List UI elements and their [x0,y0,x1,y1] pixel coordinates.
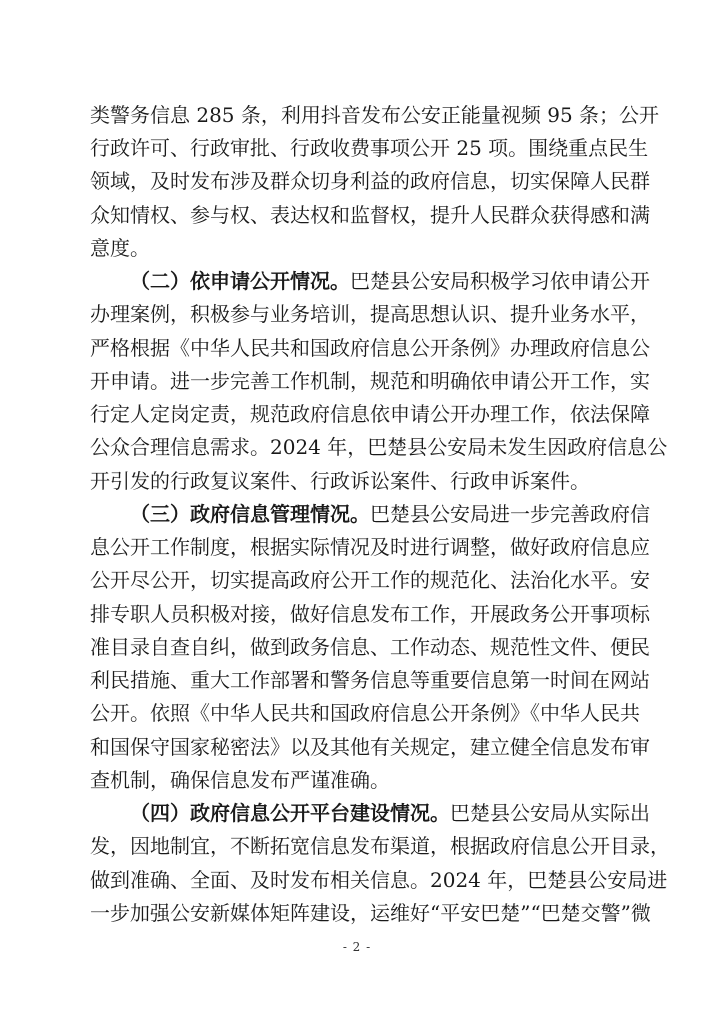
paragraph-3-line-7: 公开。依照《中华人民共和国政府信息公开条例》《中华人民共 [90,701,640,726]
paragraph-2-line-5: 行定人定岗定责，规范政府信息依申请公开办理工作，依法保障 [90,402,650,427]
paragraph-4-line-4: 一步加强公安新媒体矩阵建设，运维好“平安巴楚”“巴楚交警”微 [90,900,651,925]
paragraph-2-line-4: 开申请。进一步完善工作机制，规范和明确依申请公开工作，实 [90,368,650,393]
paragraph-3-line-9: 查机制，确保信息发布严谨准确。 [90,767,390,792]
paragraph-3-line-2: 息公开工作制度，根据实际情况及时进行调整，做好政府信息应 [90,535,650,560]
paragraph-3-line-4: 排专职人员积极对接，做好信息发布工作，开展政务公开事项标 [90,601,650,626]
paragraph-2-line-1-text: 巴楚县公安局积极学习依申请公开 [350,269,650,294]
section-heading-3: （三）政府信息管理情况。 [130,501,370,526]
paragraph-1-line-2: 行政许可、行政审批、行政收费事项公开 25 项。围绕重点民生 [90,136,649,161]
paragraph-3-line-5: 准目录自查自纠，做到政务信息、工作动态、规范性文件、便民 [90,634,650,659]
section-heading-2: （二）依申请公开情况。 [130,269,350,294]
section-heading-4: （四）政府信息公开平台建设情况。 [130,801,450,826]
paragraph-2-line-7: 开引发的行政复议案件、行政诉讼案件、行政申诉案件。 [90,468,590,493]
paragraph-1-line-4: 众知情权、参与权、表达权和监督权，提升人民群众获得感和满 [90,202,650,227]
paragraph-2-line-2: 办理案例，积极参与业务培训，提高思想认识、提升业务水平， [90,302,650,327]
paragraph-3-line-1-text: 巴楚县公安局进一步完善政府信 [370,501,650,526]
paragraph-4-line-1-text: 巴楚县公安局从实际出 [450,801,650,826]
paragraph-1-line-1: 类警务信息 285 条，利用抖音发布公安正能量视频 95 条；公开 [90,103,660,127]
page-number: - 2 - [342,940,372,954]
paragraph-1-line-5: 意度。 [90,235,150,260]
paragraph-1-line-3: 领域，及时发布涉及群众切身利益的政府信息，切实保障人民群 [90,169,650,194]
paragraph-2-line-1 [130,265,650,298]
paragraph-4-line-1 [130,797,650,830]
paragraph-2-line-6: 公众合理信息需求。2024 年，巴楚县公安局未发生因政府信息公 [90,435,668,460]
paragraph-2-line-3: 严格根据《中华人民共和国政府信息公开条例》办理政府信息公 [90,335,650,360]
paragraph-4-line-2: 发，因地制宜，不断拓宽信息发布渠道，根据政府信息公开目录， [90,834,670,859]
paragraph-3-line-6: 利民措施、重大工作部署和警务信息等重要信息第一时间在网站 [90,668,650,693]
paragraph-4-line-3: 做到准确、全面、及时发布相关信息。2024 年，巴楚县公安局进 [90,867,668,892]
paragraph-3-line-8: 和国保守国家秘密法》以及其他有关规定，建立健全信息发布审 [90,734,650,759]
paragraph-3-line-3: 公开尽公开，切实提高政府公开工作的规范化、法治化水平。安 [90,568,650,593]
paragraph-3-line-1 [130,498,650,531]
